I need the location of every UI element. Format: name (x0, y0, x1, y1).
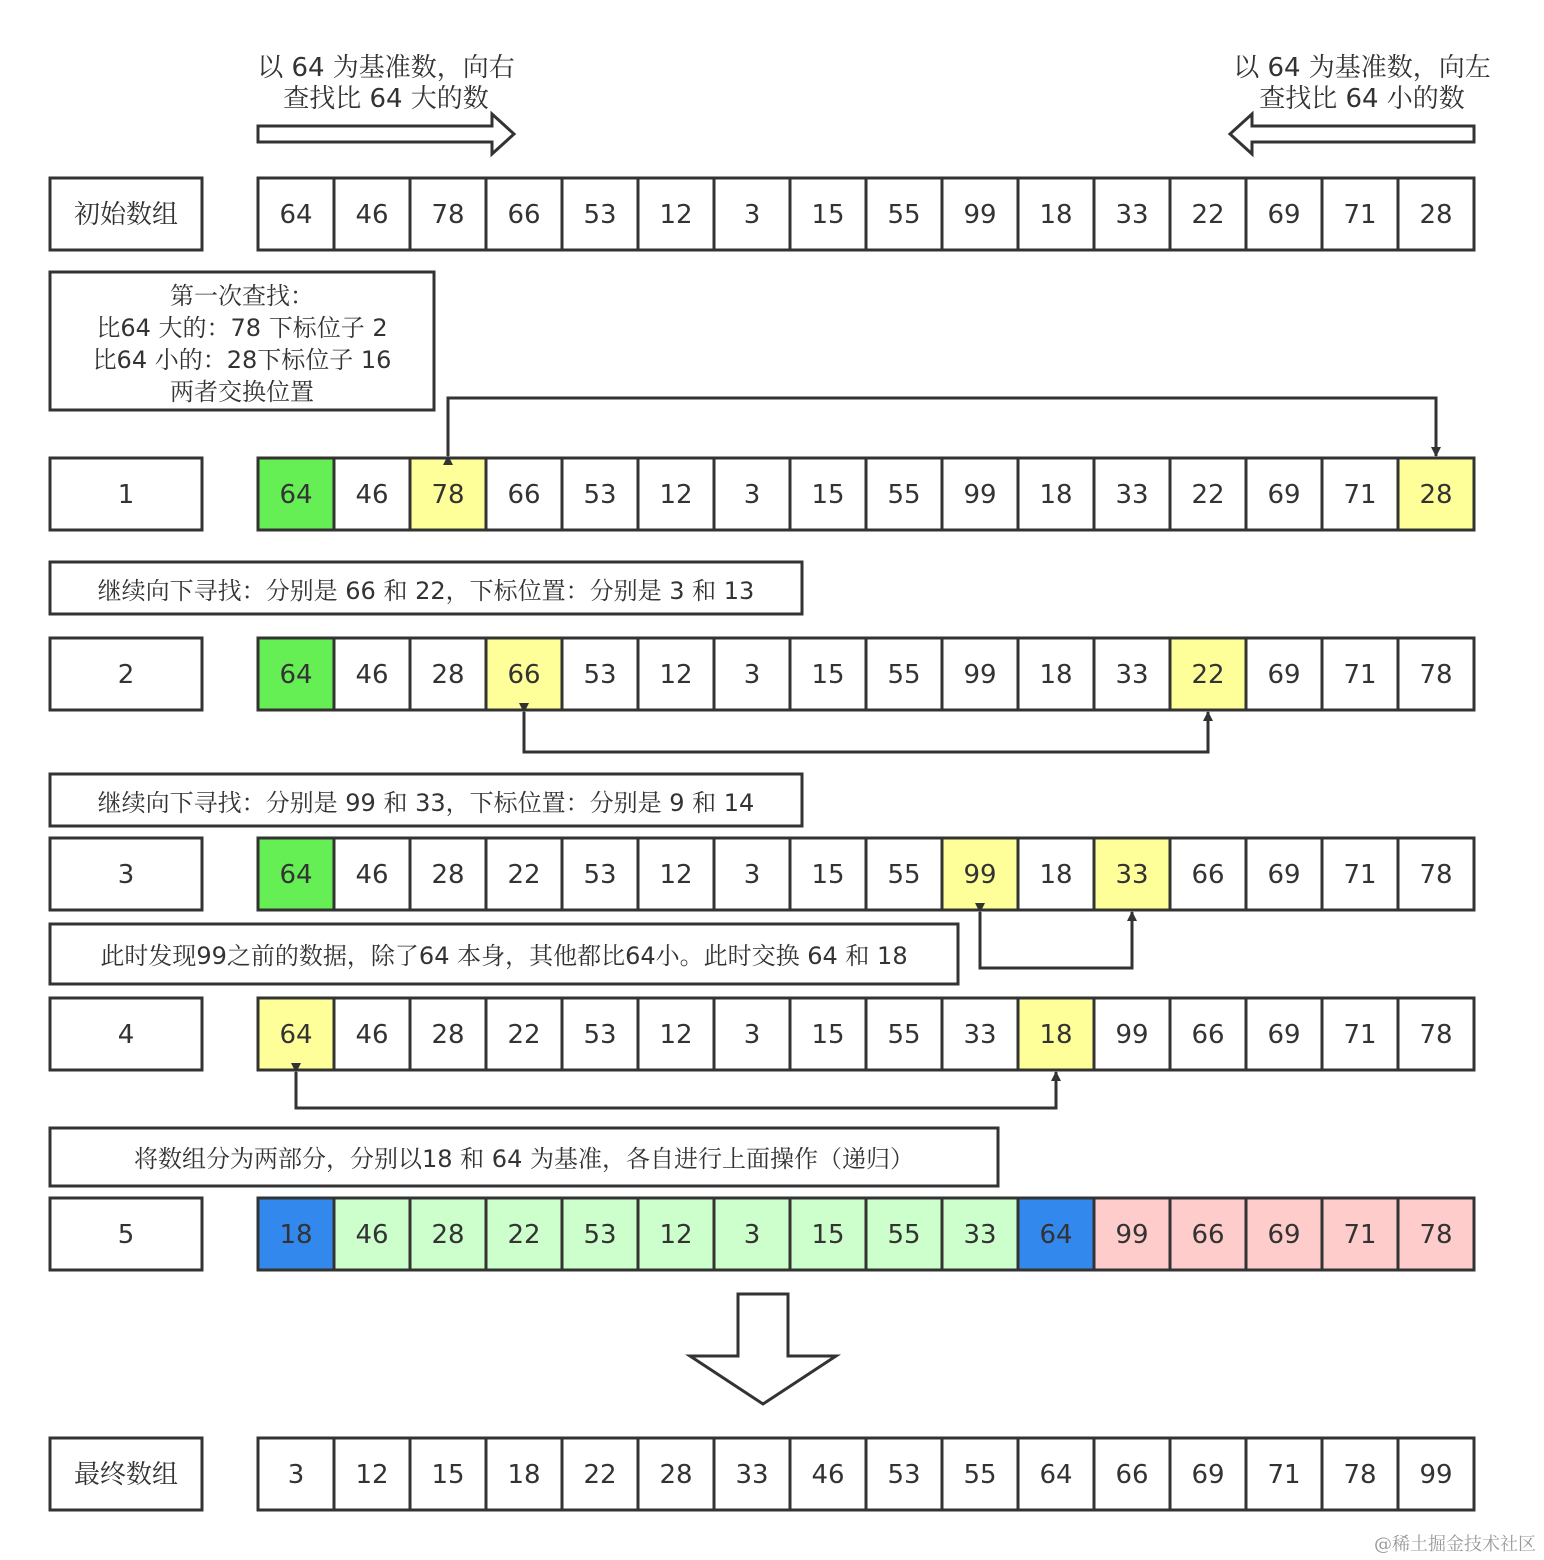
array-cell-value: 55 (887, 200, 921, 230)
array-cell-value: 22 (583, 1460, 617, 1490)
array-cell-value: 53 (583, 1020, 617, 1050)
array-cell-value: 15 (811, 480, 845, 510)
array-cell-value: 99 (963, 200, 997, 230)
array-cell-value: 78 (1419, 860, 1453, 890)
array-cell-value: 33 (1115, 480, 1149, 510)
hint-right-line1: 以 64 为基准数，向右 (257, 53, 515, 83)
array-cell-value: 18 (1039, 1020, 1073, 1050)
array-cell-value: 28 (431, 660, 465, 690)
array-cell-value: 18 (279, 1220, 313, 1250)
array-cell-value: 78 (1419, 660, 1453, 690)
array-row (50, 1438, 1474, 1510)
array-cell-value: 22 (507, 860, 541, 890)
swap-connector (524, 712, 1208, 752)
array-row (50, 178, 1474, 250)
array-row (50, 998, 1474, 1070)
note-recursion (50, 1128, 998, 1186)
array-cell-value: 53 (583, 200, 617, 230)
array-cell-value: 64 (1039, 1460, 1073, 1490)
array-cell-value: 15 (811, 660, 845, 690)
hint-left-line2: 查找比 64 小的数 (1259, 84, 1465, 114)
array-cell-value: 15 (431, 1460, 465, 1490)
array-cell-value: 28 (1419, 480, 1453, 510)
array-cell-value: 46 (355, 480, 389, 510)
hint-right-line2: 查找比 64 大的数 (283, 84, 489, 114)
array-cell-value: 33 (1115, 660, 1149, 690)
array-cell-value: 69 (1267, 480, 1301, 510)
row-label: 最终数组 (73, 1460, 179, 1490)
array-cell-value: 71 (1343, 480, 1377, 510)
note-second-text: 继续向下寻找：分别是 66 和 22，下标位置：分别是 3 和 13 (97, 577, 755, 605)
row-label: 4 (117, 1020, 135, 1050)
watermark-text: @稀土掘金技术社区 (1374, 1534, 1536, 1555)
array-cell-value: 12 (659, 1020, 693, 1050)
array-cell-value: 55 (963, 1460, 997, 1490)
array-cell-value: 28 (431, 1220, 465, 1250)
array-cell-value: 66 (1191, 1220, 1225, 1250)
note-first-search (50, 272, 434, 410)
array-cell-value: 99 (1419, 1460, 1453, 1490)
row-label: 初始数组 (73, 200, 179, 230)
array-cell-value: 78 (431, 480, 465, 510)
array-cell-value: 22 (507, 1020, 541, 1050)
array-cell-value: 53 (887, 1460, 921, 1490)
array-cell-value: 55 (887, 480, 921, 510)
array-cell-value: 99 (1115, 1220, 1149, 1250)
array-cell-value: 22 (1191, 200, 1225, 230)
array-cell-value: 55 (887, 1220, 921, 1250)
array-cell-value: 53 (583, 480, 617, 510)
array-cell-value: 15 (811, 1220, 845, 1250)
array-cell-value: 15 (811, 860, 845, 890)
array-cell-value: 33 (1115, 860, 1149, 890)
row-label: 1 (117, 480, 135, 510)
array-cell-value: 66 (507, 660, 541, 690)
array-cell-value: 3 (743, 200, 761, 230)
note-pivot-swap (50, 924, 958, 984)
array-cell-value: 46 (355, 200, 389, 230)
array-cell-value: 78 (1419, 1020, 1453, 1050)
array-cell-value: 66 (1191, 1020, 1225, 1050)
array-cell-value: 64 (279, 860, 313, 890)
array-row (50, 1198, 1474, 1270)
array-cell-value: 66 (1191, 860, 1225, 890)
array-cell-value: 12 (355, 1460, 389, 1490)
hint-left-line1: 以 64 为基准数，向左 (1233, 53, 1491, 83)
array-cell-value: 55 (887, 660, 921, 690)
array-cell-value: 64 (279, 480, 313, 510)
array-cell-value: 64 (279, 200, 313, 230)
note-third-search (50, 774, 802, 826)
array-cell-value: 55 (887, 860, 921, 890)
array-cell-value: 28 (1419, 200, 1453, 230)
array-cell-value: 64 (1039, 1220, 1073, 1250)
array-cell-value: 78 (431, 200, 465, 230)
array-cell-value: 69 (1267, 1020, 1301, 1050)
row-label: 2 (117, 660, 135, 690)
array-cell-value: 69 (1267, 660, 1301, 690)
array-cell-value: 3 (743, 1220, 761, 1250)
array-cell-value: 99 (1115, 1020, 1149, 1050)
array-cell-value: 28 (431, 860, 465, 890)
array-cell-value: 3 (743, 860, 761, 890)
array-cell-value: 71 (1343, 660, 1377, 690)
note-first-line3: 比64 小的：28下标位子 16 (92, 346, 392, 374)
array-cell-value: 69 (1267, 200, 1301, 230)
array-cell-value: 64 (279, 660, 313, 690)
array-cell-value: 12 (659, 1220, 693, 1250)
swap-connector (980, 912, 1132, 968)
array-cell-value: 33 (963, 1220, 997, 1250)
array-cell-value: 12 (659, 480, 693, 510)
array-cell-value: 71 (1343, 860, 1377, 890)
array-cell-value: 18 (1039, 200, 1073, 230)
array-cell-value: 99 (963, 860, 997, 890)
array-cell-value: 22 (1191, 480, 1225, 510)
array-cell-value: 69 (1267, 860, 1301, 890)
array-cell-value: 3 (743, 480, 761, 510)
array-cell-value: 3 (743, 1020, 761, 1050)
array-cell-value: 22 (507, 1220, 541, 1250)
array-cell-value: 53 (583, 660, 617, 690)
note-second-search (50, 562, 802, 614)
array-cell-value: 12 (659, 200, 693, 230)
array-cell-value: 15 (811, 1020, 845, 1050)
array-cell-value: 69 (1267, 1220, 1301, 1250)
array-cell-value: 33 (1115, 200, 1149, 230)
array-cell-value: 46 (355, 1020, 389, 1050)
array-cell-value: 18 (1039, 660, 1073, 690)
array-cell-value: 46 (355, 1220, 389, 1250)
swap-connector (448, 398, 1436, 456)
array-cell-value: 22 (1191, 660, 1225, 690)
note-pivot-swap-text: 此时发现99之前的数据，除了64 本身，其他都比64小。此时交换 64 和 18 (100, 942, 908, 970)
array-cell-value: 3 (743, 660, 761, 690)
array-row (50, 838, 1474, 910)
array-cell-value: 18 (507, 1460, 541, 1490)
array-cell-value: 33 (963, 1020, 997, 1050)
note-third-text: 继续向下寻找：分别是 99 和 33，下标位置：分别是 9 和 14 (97, 789, 755, 817)
left-arrow-icon (1230, 114, 1474, 154)
note-first-line4: 两者交换位置 (170, 378, 314, 406)
note-first-line2: 比64 大的：78 下标位子 2 (96, 314, 388, 342)
array-cell-value: 46 (355, 660, 389, 690)
array-row (50, 458, 1474, 530)
array-cell-value: 53 (583, 860, 617, 890)
down-arrow-icon (690, 1294, 836, 1404)
array-cell-value: 71 (1343, 1220, 1377, 1250)
array-cell-value: 28 (431, 1020, 465, 1050)
swap-connector (296, 1072, 1056, 1108)
array-cell-value: 46 (811, 1460, 845, 1490)
array-cell-value: 99 (963, 660, 997, 690)
array-cell-value: 46 (355, 860, 389, 890)
array-cell-value: 12 (659, 660, 693, 690)
row-label: 3 (117, 860, 135, 890)
right-arrow-icon (258, 114, 514, 154)
array-cell-value: 18 (1039, 480, 1073, 510)
note-first-line1: 第一次查找： (170, 282, 314, 310)
array-cell-value: 33 (735, 1460, 769, 1490)
array-cell-value: 66 (1115, 1460, 1149, 1490)
array-cell-value: 64 (279, 1020, 313, 1050)
array-cell-value: 28 (659, 1460, 693, 1490)
array-cell-value: 55 (887, 1020, 921, 1050)
array-cell-value: 12 (659, 860, 693, 890)
array-cell-value: 78 (1419, 1220, 1453, 1250)
note-recursion-text: 将数组分为两部分，分别以18 和 64 为基准，各自进行上面操作（递归） (134, 1145, 914, 1173)
array-cell-value: 99 (963, 480, 997, 510)
array-cell-value: 53 (583, 1220, 617, 1250)
array-cell-value: 69 (1191, 1460, 1225, 1490)
array-cell-value: 71 (1343, 1020, 1377, 1050)
array-cell-value: 71 (1267, 1460, 1301, 1490)
array-cell-value: 3 (287, 1460, 305, 1490)
array-cell-value: 18 (1039, 860, 1073, 890)
array-cell-value: 66 (507, 200, 541, 230)
array-cell-value: 71 (1343, 200, 1377, 230)
array-cell-value: 78 (1343, 1460, 1377, 1490)
array-row (50, 638, 1474, 710)
row-label: 5 (117, 1220, 135, 1250)
array-cell-value: 66 (507, 480, 541, 510)
array-cell-value: 15 (811, 200, 845, 230)
